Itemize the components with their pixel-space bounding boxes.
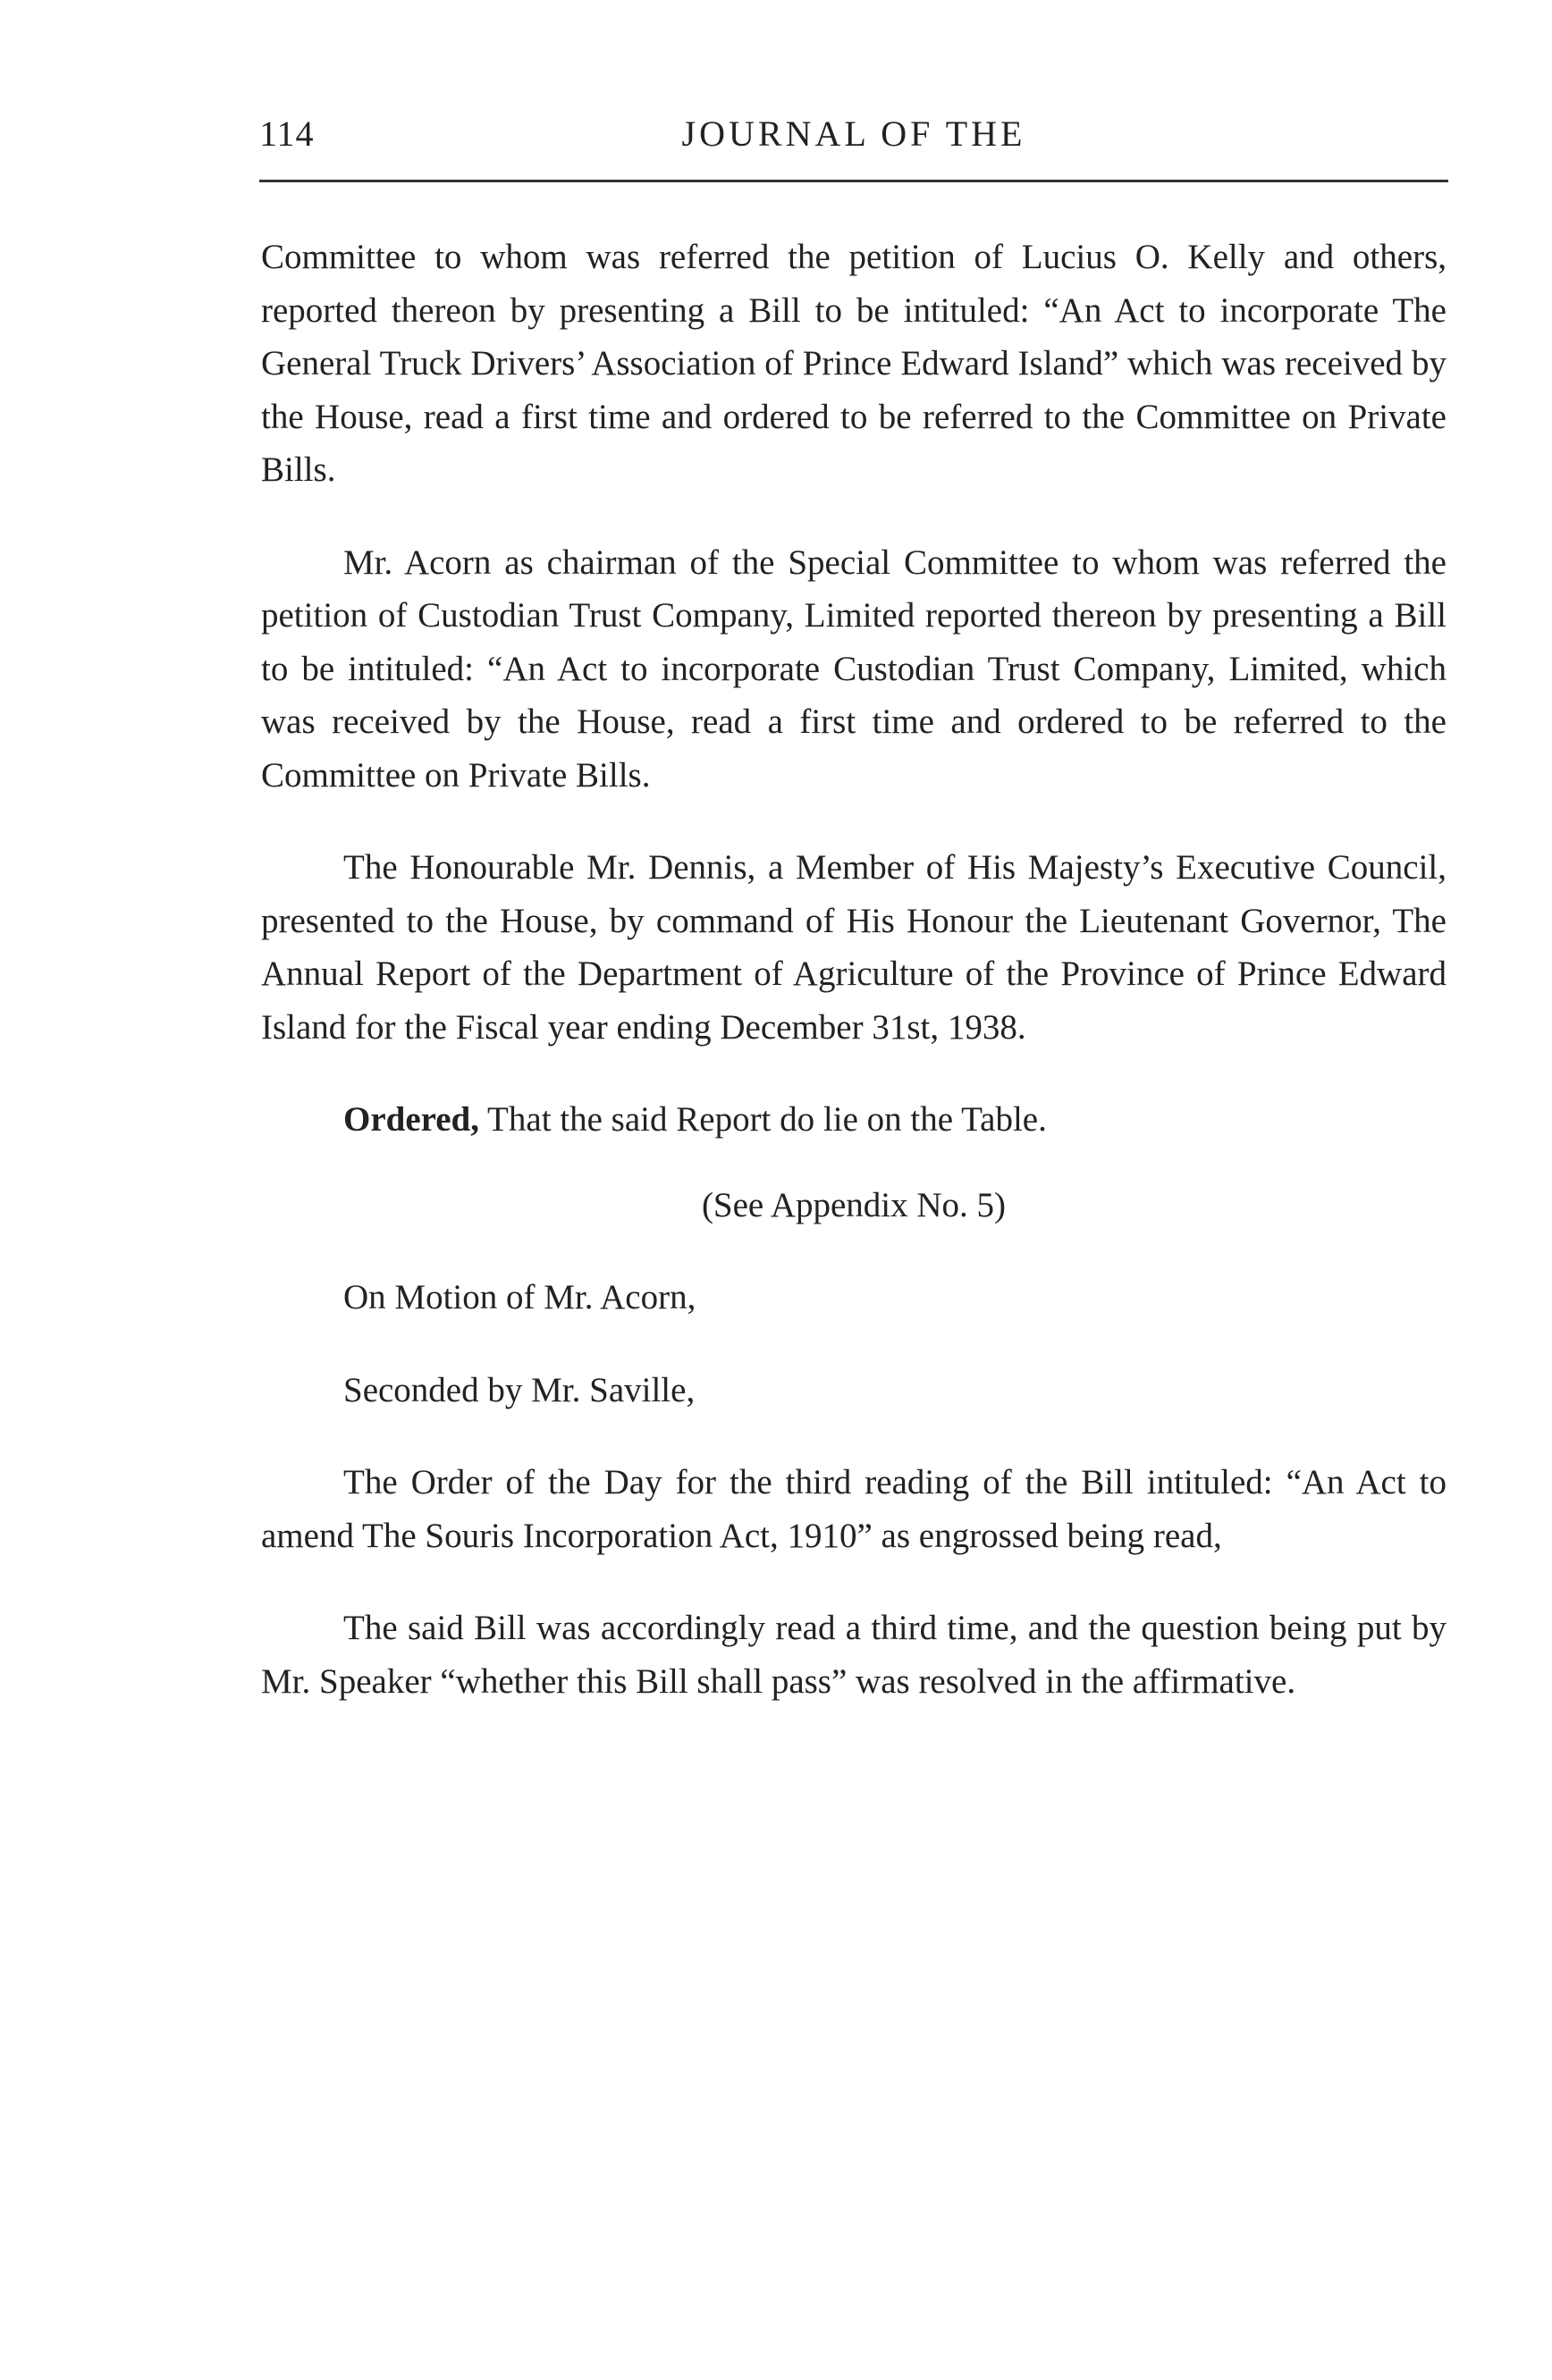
motion-mover: On Motion of Mr. Acorn, xyxy=(343,1278,696,1316)
paragraph-committee-report-kelly: Committee to whom was referred the petition of Lucius O. Kelly and others, reported thereon by presenting a Bill to be intituled: “An Act to incorporate The General Truck Drivers’ Association of Prince Edward Island” which was received by the House, read a first time and ordered to be referred to the Committee on Private Bills. xyxy=(261,238,1447,489)
ordered-run-in: Ordered, xyxy=(343,1100,480,1139)
paragraph-bill-resolved: The said Bill was accordingly read a third time, and the question being put by Mr. Speaker “whether this Bill shall pass” was resolved in the affirmative. xyxy=(261,1609,1447,1701)
paragraph-acorn-custodian-trust: Mr. Acorn as chairman of the Special Committee to whom was referred the petition of Custodian Trust Company, Limited reported thereon by presenting a Bill to be intituled: “An Act to incorporate Custodian Trust Company, Limited, which was received by the House, read a first time and ordered to be referred to the Committee on Private Bills. xyxy=(261,542,1447,795)
appendix-reference: (See Appendix No. 5) xyxy=(701,1185,1007,1224)
ordered-text: That the said Report do lie on the Table. xyxy=(479,1100,1047,1139)
running-title: JOURNAL OF THE xyxy=(681,114,1026,154)
motion-seconder: Seconded by Mr. Saville, xyxy=(343,1370,696,1409)
paragraph-ordered xyxy=(261,1093,1447,1147)
paragraph-dennis-annual-report: The Honourable Mr. Dennis, a Member of His Majesty’s Executive Council, presented to the House, by command of His Honour the Lieutenant Governor, The Annual Report of the Department of Agriculture of the Province of Prince Edward Island for the Fiscal year ending December 31st, 1938. xyxy=(261,848,1447,1047)
paragraph-order-of-day: The Order of the Day for the third reading of the Bill intituled: “An Act to amend The Souris Incorporation Act, 1910” as engrossed being read, xyxy=(261,1463,1447,1555)
page-number: 114 xyxy=(259,114,315,154)
body-text xyxy=(261,231,1447,1708)
header-rule xyxy=(259,180,1448,182)
running-head xyxy=(259,105,1448,168)
